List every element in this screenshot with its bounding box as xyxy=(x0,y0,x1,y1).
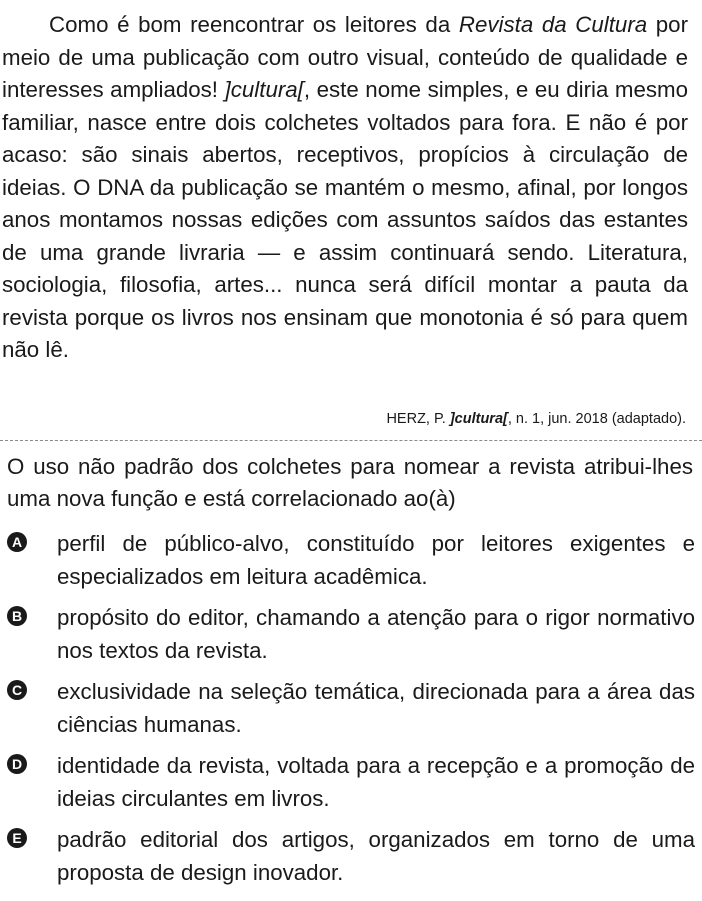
option-c-text: exclusividade na seleção temática, direcionada para a área das ciências humanas. xyxy=(57,679,695,737)
option-d[interactable] xyxy=(7,750,695,824)
citation-rest: , n. 1, jun. 2018 (adaptado). xyxy=(507,411,686,427)
option-e-text: padrão editorial dos artigos, organizados em torno de uma proposta de design inovador. xyxy=(57,827,695,885)
option-e[interactable] xyxy=(7,824,695,898)
option-c-badge: C xyxy=(7,680,27,700)
magazine-name: Revista da Cultura xyxy=(458,12,648,37)
dashed-divider xyxy=(0,440,702,441)
option-a[interactable] xyxy=(7,528,695,602)
passage-text xyxy=(2,9,688,367)
bracket-name: ]cultura[ xyxy=(224,77,304,102)
answer-options xyxy=(7,528,695,898)
passage-paragraph xyxy=(2,9,688,367)
passage-part-1: Como é bom reencontrar os leitores da xyxy=(49,12,459,37)
option-c[interactable] xyxy=(7,676,695,750)
option-b-badge: B xyxy=(7,606,27,626)
citation xyxy=(386,409,686,429)
option-a-badge: A xyxy=(7,532,27,552)
option-b[interactable] xyxy=(7,602,695,676)
option-e-badge: E xyxy=(7,828,27,848)
passage-part-2: por meio de uma publicação com outro visual, conteúdo de qualidade e interesses ampliados! xyxy=(2,12,689,102)
option-d-badge: D xyxy=(7,754,27,774)
citation-author: HERZ, P. xyxy=(386,411,450,427)
option-b-text: propósito do editor, chamando a atenção para o rigor normativo nos textos da revista. xyxy=(57,605,695,663)
option-a-text: perfil de público-alvo, constituído por leitores exigentes e especializados em leitura acadêmica. xyxy=(57,531,695,589)
question-stem: O uso não padrão dos colchetes para nomear a revista atribui-lhes uma nova função e está correlacionado ao(à) xyxy=(7,454,693,511)
option-d-text: identidade da revista, voltada para a recepção e a promoção de ideias circulantes em livros. xyxy=(57,753,695,811)
citation-title: ]cultura[ xyxy=(449,411,508,427)
passage-part-3: , este nome simples, e eu diria mesmo familiar, nasce entre dois colchetes voltados para fora. E não é por acaso: são sinais abertos, receptivos, propícios à circulação de ideias. O DNA da publicação se mantém o mesmo, afinal, por longos anos montamos nossas edições com assuntos saídos das estantes de uma grande livraria — e assim continuará sendo. Literatura, sociologia, filosofia, artes... nunca será difícil montar a pauta da revista porque os livros nos ensinam que monotonia é só para quem não lê. xyxy=(2,77,688,362)
